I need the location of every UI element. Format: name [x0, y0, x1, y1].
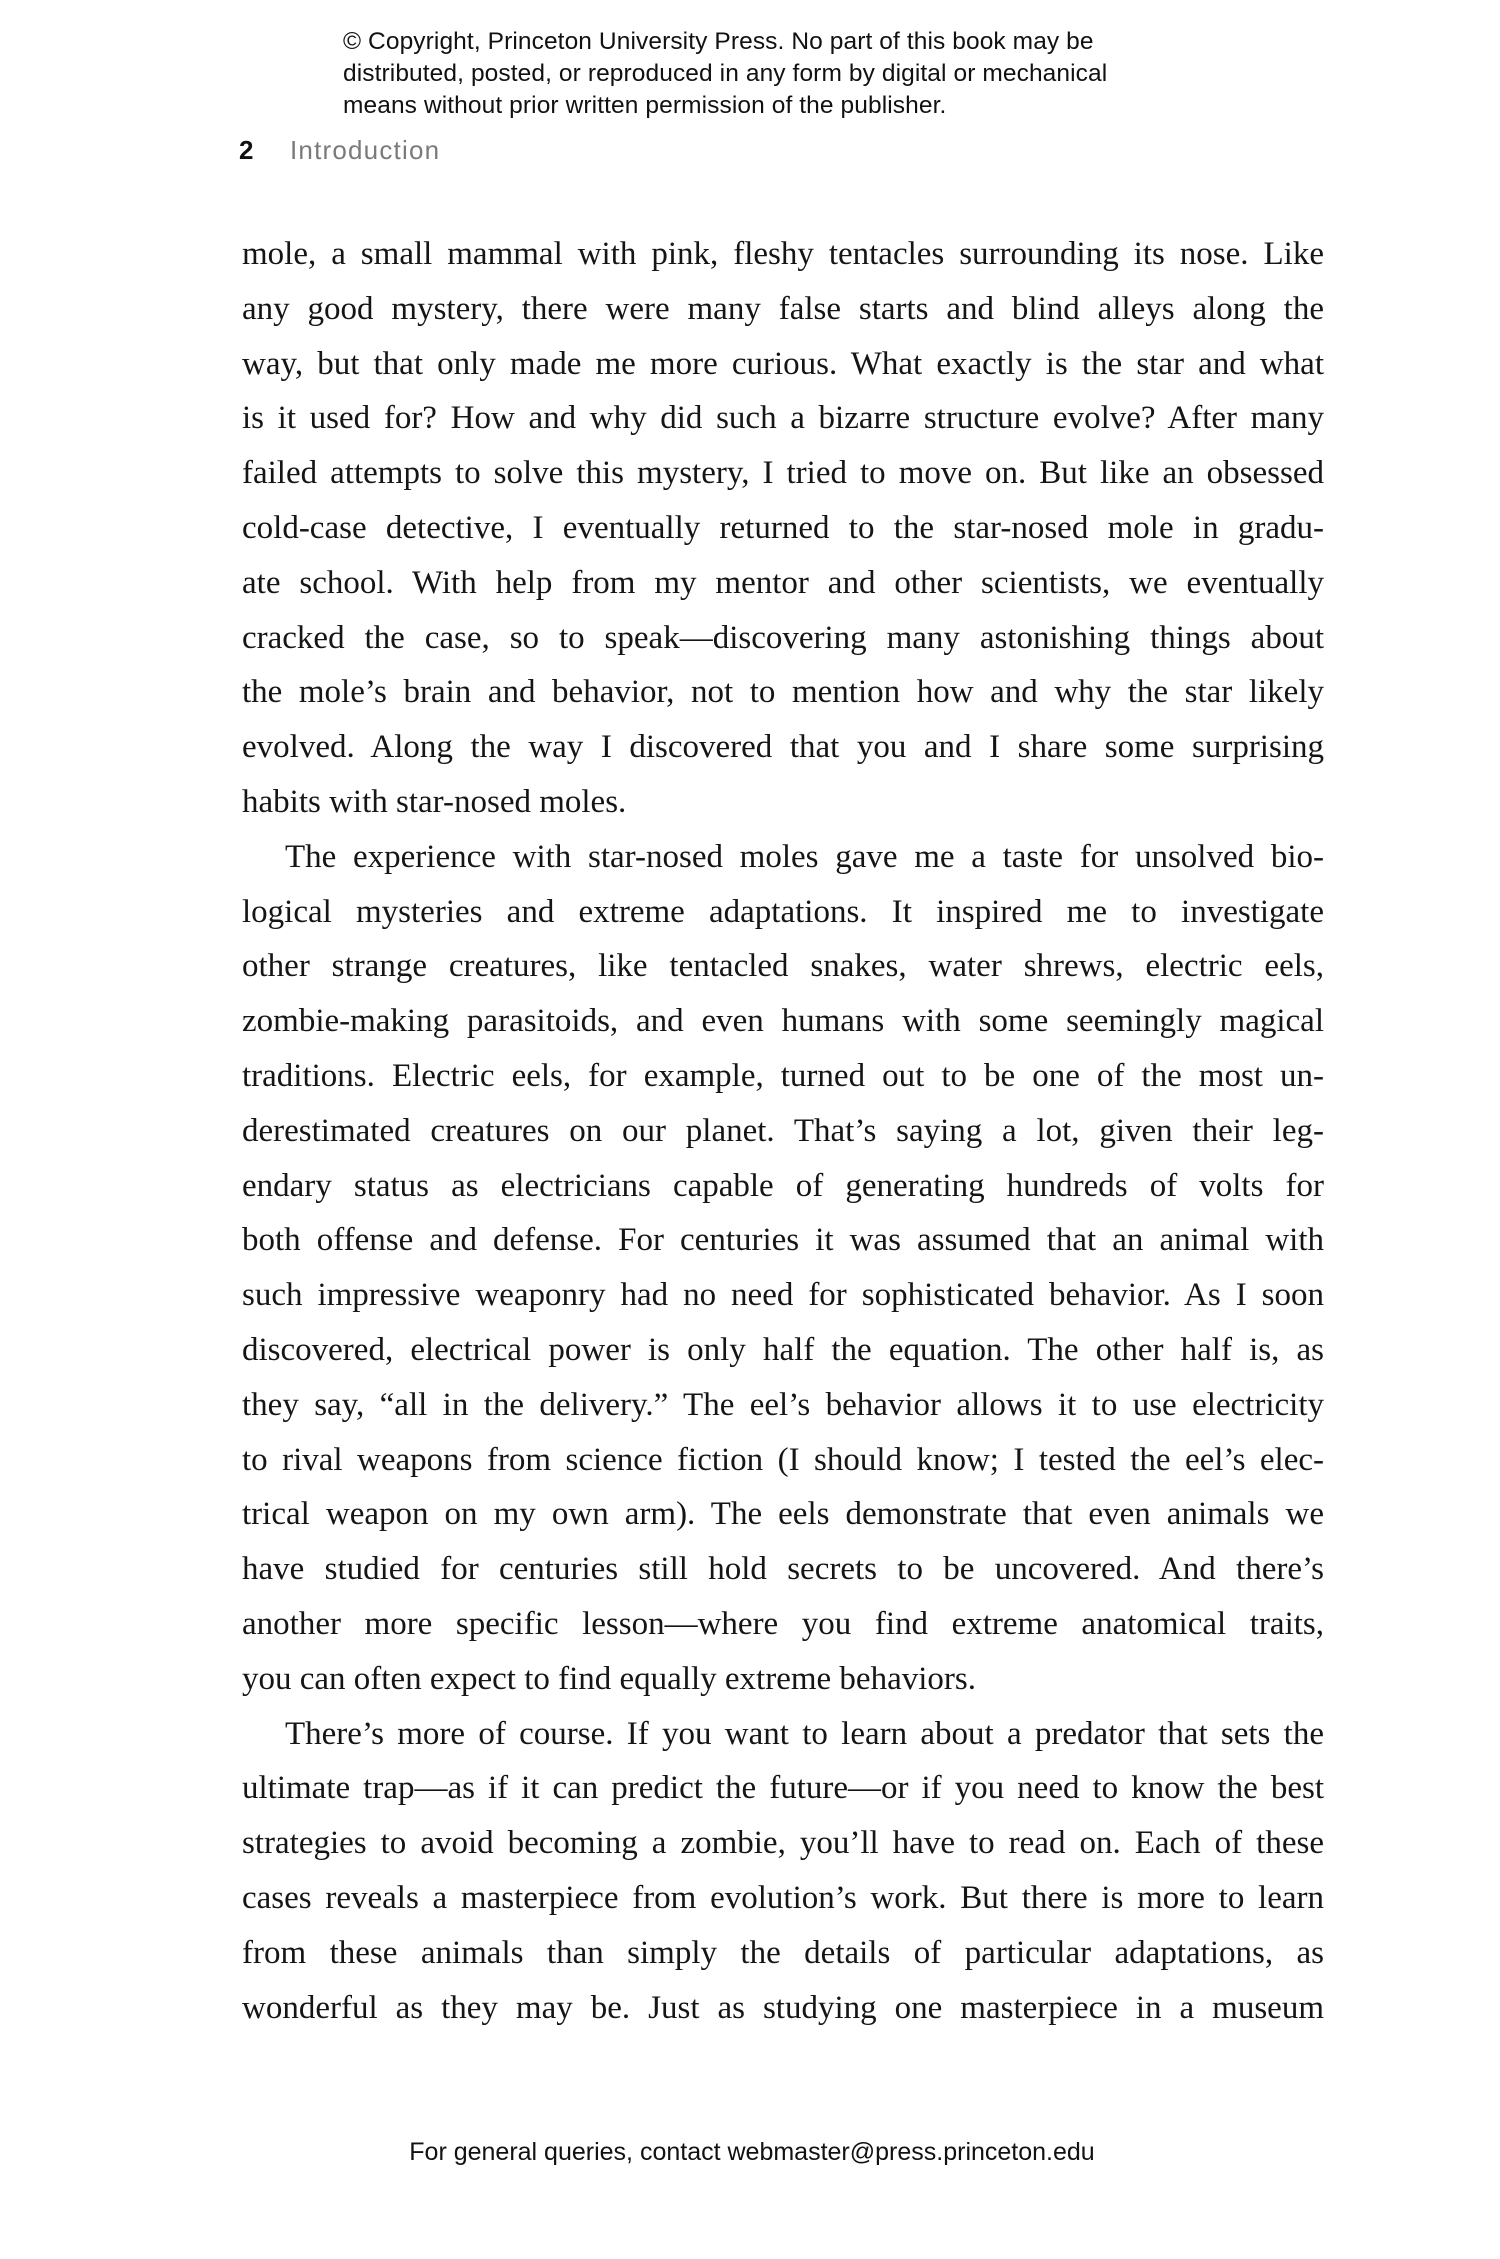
text-line: cold-case detective, I eventually returned to the star-nosed mole in gradu-: [242, 509, 1324, 546]
footer-contact: For general queries, contact webmaster@press.princeton.edu: [409, 2138, 1095, 2166]
text-line: other strange creatures, like tentacled snakes, water shrews, electric eels,: [242, 948, 1324, 985]
text-line: traditions. Electric eels, for example, turned out to be one of the most un-: [242, 1057, 1324, 1094]
copyright-notice: [343, 26, 1243, 122]
paragraph: [242, 830, 1324, 1707]
text-line: ultimate trap—as if it can predict the future—or if you need to know the best: [242, 1770, 1324, 1807]
text-line: both offense and defense. For centuries it was assumed that an animal with: [242, 1222, 1324, 1259]
text-line: ate school. With help from my mentor and other scientists, we eventually: [242, 564, 1324, 601]
text-line: strategies to avoid becoming a zombie, you’ll have to read on. Each of these: [242, 1825, 1324, 1862]
text-line: logical mysteries and extreme adaptations. It inspired me to investigate: [242, 893, 1324, 930]
text-line: trical weapon on my own arm). The eels demonstrate that even animals we: [242, 1496, 1324, 1533]
text-line: wonderful as they may be. Just as studying one masterpiece in a museum: [242, 1989, 1324, 2026]
text-line: There’s more of course. If you want to learn about a predator that sets the: [285, 1715, 1324, 1752]
copyright-line: © Copyright, Princeton University Press. No part of this book may be: [343, 28, 1094, 55]
text-line: endary status as electricians capable of generating hundreds of volts for: [242, 1167, 1324, 1204]
text-line: they say, “all in the delivery.” The eel’s behavior allows it to use electricity: [242, 1386, 1324, 1423]
body-text: [242, 227, 1324, 2035]
text-line: you can often expect to find equally extreme behaviors.: [242, 1660, 976, 1697]
text-line: failed attempts to solve this mystery, I tried to move on. But like an obsessed: [242, 455, 1324, 492]
text-line: The experience with star-nosed moles gave me a taste for unsolved bio-: [285, 838, 1324, 875]
text-line: zombie-making parasitoids, and even humans with some seemingly magical: [242, 1003, 1324, 1040]
paragraph: [242, 1707, 1324, 2036]
section-title: Introduction: [290, 135, 441, 165]
text-line: such impressive weaponry had no need for sophisticated behavior. As I soon: [242, 1277, 1324, 1314]
copyright-line: means without prior written permission of the publisher.: [343, 92, 947, 119]
text-line: from these animals than simply the details of particular adaptations, as: [242, 1934, 1324, 1971]
running-head: [239, 134, 440, 166]
text-line: derestimated creatures on our planet. That’s saying a lot, given their leg-: [242, 1112, 1324, 1149]
text-line: way, but that only made me more curious. What exactly is the star and what: [242, 345, 1324, 382]
text-line: the mole’s brain and behavior, not to mention how and why the star likely: [242, 674, 1324, 711]
text-line: is it used for? How and why did such a bizarre structure evolve? After many: [242, 400, 1324, 437]
text-line: mole, a small mammal with pink, fleshy tentacles surrounding its nose. Like: [242, 236, 1324, 272]
text-line: to rival weapons from science fiction (I should know; I tested the eel’s elec-: [242, 1441, 1324, 1478]
text-line: discovered, electrical power is only half the equation. The other half is, as: [242, 1331, 1324, 1368]
text-line: habits with star-nosed moles.: [242, 783, 627, 820]
text-line: have studied for centuries still hold secrets to be uncovered. And there’s: [242, 1551, 1324, 1588]
text-line: cases reveals a masterpiece from evolution’s work. But there is more to learn: [242, 1879, 1324, 1916]
text-line: another more specific lesson—where you find extreme anatomical traits,: [242, 1605, 1324, 1642]
copyright-line: distributed, posted, or reproduced in any form by digital or mechanical: [343, 60, 1108, 87]
text-line: cracked the case, so to speak—discovering many astonishing things about: [242, 619, 1324, 656]
text-line: evolved. Along the way I discovered that you and I share some surprising: [242, 729, 1324, 766]
paragraph: [242, 227, 1324, 830]
text-line: any good mystery, there were many false starts and blind alleys along the: [242, 290, 1324, 327]
page-number: 2: [239, 135, 254, 165]
